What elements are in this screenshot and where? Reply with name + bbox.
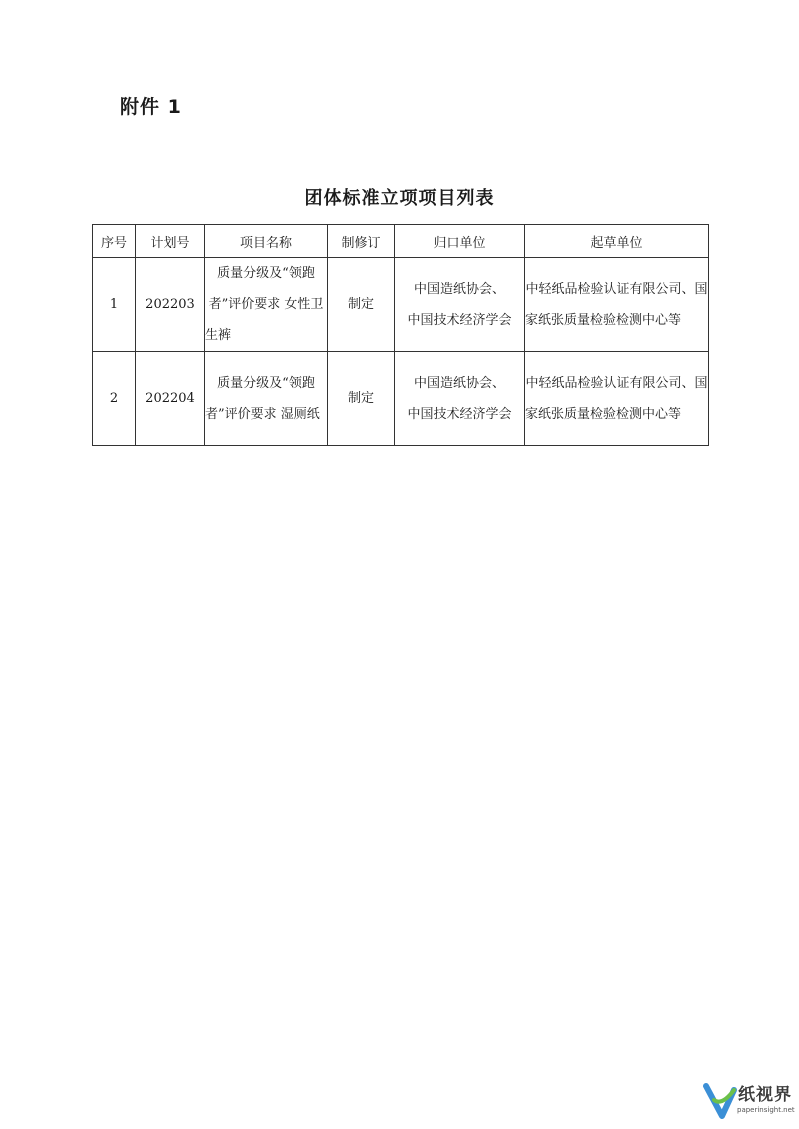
cell-project-name: 质量分级及“领跑者”评价要求 女性卫生裤 (205, 258, 328, 352)
cell-drafter: 中轻纸品检验认证有限公司、国家纸张质量检验检测中心等 (525, 352, 709, 446)
column-header-drafter: 起草单位 (525, 225, 709, 258)
cell-seq: 1 (93, 258, 136, 352)
watermark-url: paperinsight.net (737, 1106, 795, 1114)
column-header-type: 制修订 (328, 225, 395, 258)
cell-plan-no: 202204 (136, 352, 205, 446)
column-header-name: 项目名称 (205, 225, 328, 258)
table-row (93, 258, 709, 352)
table-title: 团体标准立项项目列表 (304, 188, 495, 209)
attachment-label: 附件 1 (120, 96, 182, 118)
table-header-row (93, 225, 709, 258)
cell-type: 制定 (328, 352, 395, 446)
org-line: 中国造纸协会、 (413, 281, 505, 297)
project-table (92, 224, 709, 446)
cell-project-name: 质量分级及“领跑者”评价要求 湿厕纸 (205, 352, 328, 446)
column-header-plan-no: 计划号 (136, 225, 205, 258)
cell-seq: 2 (93, 352, 136, 446)
column-header-seq: 序号 (93, 225, 136, 258)
org-line: 中国造纸协会、 (413, 375, 505, 391)
cell-org (395, 258, 525, 352)
table-row (93, 352, 709, 446)
org-line: 中国技术经济学会 (407, 312, 512, 328)
column-header-org: 归口单位 (395, 225, 525, 258)
cell-drafter: 中轻纸品检验认证有限公司、国家纸张质量检验检测中心等 (525, 258, 709, 352)
org-line: 中国技术经济学会 (407, 406, 512, 422)
watermark-name: 纸视界 (738, 1085, 792, 1105)
cell-type: 制定 (328, 258, 395, 352)
cell-plan-no: 202203 (136, 258, 205, 352)
cell-org (395, 352, 525, 446)
